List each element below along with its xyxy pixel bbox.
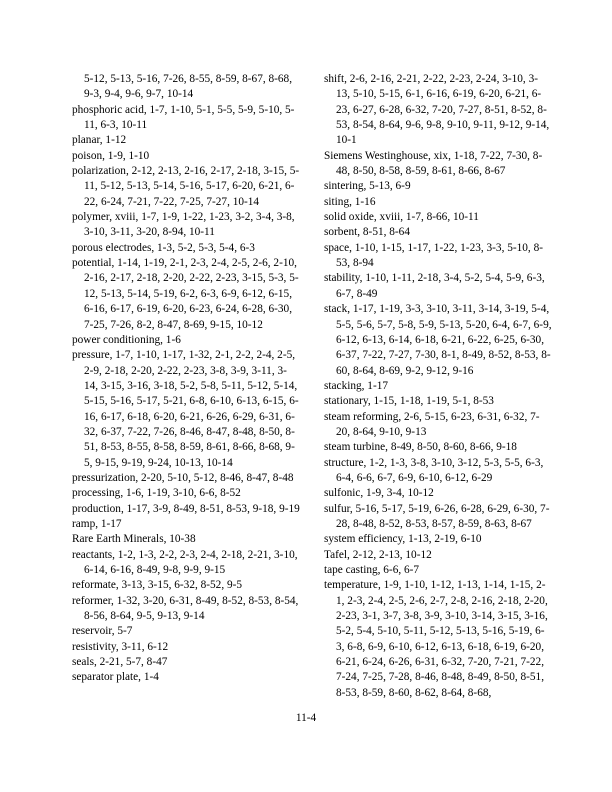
index-entry: temperature, 1-9, 1-10, 1-12, 1-13, 1-14, 1-15, 2-1, 2-3, 2-4, 2-5, 2-6, 2-7, 2-8, 2-16, 2-18, 2-20, 2-23, 3-1, 3-7, 3-8, 3-9, 3-10, 3-14, 3-15, 3-16, 5-2, 5-4, 5-10, 5-11, 5-12, 5-13, 5-16, 5-19, 6-3, 6-8, 6-9, 6-10, 6-12, 6-13, 6-18, 6-19, 6-20, 6-21, 6-24, 6-26, 6-31, 6-32, 7-20, 7-21, 7-22, 7-24, 7-25, 7-28, 8-46, 8-48, 8-49, 8-50, 8-51, 8-53, 8-59, 8-60, 8-62, 8-64, 8-68,: [324, 579, 548, 699]
index-entry: seals, 2-21, 5-7, 8-47: [72, 656, 168, 669]
index-entry: stationary, 1-15, 1-18, 1-19, 5-1, 8-53: [324, 395, 494, 408]
index-entry: 5-12, 5-13, 5-16, 7-26, 8-55, 8-59, 8-67, 8-68, 9-3, 9-4, 9-6, 9-7, 10-14: [84, 73, 293, 101]
index-entry: Rare Earth Minerals, 10-38: [72, 533, 196, 546]
index-entry: structure, 1-2, 1-3, 3-8, 3-10, 3-12, 5-3, 5-5, 6-3, 6-4, 6-6, 6-7, 6-9, 6-10, 6-12, 6-29: [324, 456, 544, 484]
index-entry: potential, 1-14, 1-19, 2-1, 2-3, 2-4, 2-5, 2-6, 2-10, 2-16, 2-17, 2-18, 2-20, 2-22, 2-23, 3-15, 5-3, 5-12, 5-13, 5-14, 5-19, 6-2, 6-3, 6-9, 6-12, 6-15, 6-16, 6-17, 6-19, 6-20, 6-23, 6-24, 6-28, 6-30, 7-25, 7-26, 8-2, 8-47, 8-69, 9-15, 10-12: [72, 257, 299, 331]
index-entry: polarization, 2-12, 2-13, 2-16, 2-17, 2-18, 3-15, 5-11, 5-12, 5-13, 5-14, 5-16, 5-17, 6-20, 6-21, 6-22, 6-24, 7-21, 7-22, 7-25, 7-27, 10-14: [72, 165, 300, 208]
index-entry: sintering, 5-13, 6-9: [324, 180, 411, 193]
index-entry: pressurization, 2-20, 5-10, 5-12, 8-46, 8-47, 8-48: [72, 471, 294, 484]
index-entry: separator plate, 1-4: [72, 671, 159, 684]
index-entry: space, 1-10, 1-15, 1-17, 1-22, 1-23, 3-3, 5-10, 8-53, 8-94: [324, 241, 543, 270]
index-entry: polymer, xviii, 1-7, 1-9, 1-22, 1-23, 3-2, 3-4, 3-8, 3-10, 3-11, 3-20, 8-94, 10-11: [72, 211, 295, 239]
index-entry: power conditioning, 1-6: [72, 333, 181, 346]
index-entry: system efficiency, 1-13, 2-19, 6-10: [324, 533, 482, 546]
index-entry: sulfonic, 1-9, 3-4, 10-12: [324, 487, 434, 500]
index-entry: production, 1-17, 3-9, 8-49, 8-51, 8-53, 9-18, 9-19: [72, 502, 300, 515]
index-entry: steam turbine, 8-49, 8-50, 8-60, 8-66, 9-18: [324, 441, 517, 454]
page-number: 11-4: [295, 712, 317, 724]
index-entry: reformate, 3-13, 3-15, 6-32, 8-52, 9-5: [72, 579, 243, 592]
index-entry: stack, 1-17, 1-19, 3-3, 3-10, 3-11, 3-14, 3-19, 5-4, 5-5, 5-6, 5-7, 5-8, 5-9, 5-13, 5-20, 6-4, 6-7, 6-9, 6-12, 6-13, 6-14, 6-18, 6-21, 6-22, 6-25, 6-30, 6-37, 7-22, 7-27, 7-30, 8-1, 8-49, 8-52, 8-53, 8-60, 8-64, 8-69, 9-2, 9-12, 9-16: [324, 303, 552, 377]
index-entry: tape casting, 6-6, 6-7: [324, 564, 420, 576]
index-entry: steam reforming, 2-6, 5-15, 6-23, 6-31, 6-32, 7-20, 8-64, 9-10, 9-13: [324, 410, 540, 438]
index-entry: sorbent, 8-51, 8-64: [324, 226, 410, 239]
index-entry: reformer, 1-32, 3-20, 6-31, 8-49, 8-52, 8-53, 8-54, 8-56, 8-64, 9-5, 9-13, 9-14: [72, 594, 299, 623]
index-entry: solid oxide, xviii, 1-7, 8-66, 10-11: [324, 211, 479, 224]
index-column-right: [324, 72, 552, 701]
index-entry: processing, 1-6, 1-19, 3-10, 6-6, 8-52: [72, 487, 241, 500]
index-entry: resistivity, 3-11, 6-12: [72, 640, 169, 653]
index-entry: porous electrodes, 1-3, 5-2, 5-3, 5-4, 6-3: [72, 241, 255, 254]
index-entry: reservoir, 5-7: [72, 625, 133, 638]
index-entry: reactants, 1-2, 1-3, 2-2, 2-3, 2-4, 2-18, 2-21, 3-10, 6-14, 6-16, 8-49, 9-8, 9-9, 9-15: [72, 548, 298, 576]
index-entry: shift, 2-6, 2-16, 2-21, 2-22, 2-23, 2-24, 3-10, 3-13, 5-10, 5-15, 6-1, 6-16, 6-19, 6-20, 6-21, 6-23, 6-27, 6-28, 6-32, 7-20, 7-27, 8-51, 8-52, 8-53, 8-54, 8-64, 9-6, 9-8, 9-10, 9-11, 9-12, 9-14, 10-1: [324, 73, 550, 147]
index-entry: poison, 1-9, 1-10: [72, 149, 150, 162]
index-entry: phosphoric acid, 1-7, 1-10, 5-1, 5-5, 5-9, 5-10, 5-11, 6-3, 10-11: [72, 103, 295, 132]
index-entry: Siemens Westinghouse, xix, 1-18, 7-22, 7-30, 8-48, 8-50, 8-58, 8-59, 8-61, 8-66, 8-67: [324, 149, 543, 178]
index-entry: stability, 1-10, 1-11, 2-18, 3-4, 5-2, 5-4, 5-9, 6-3, 6-7, 8-49: [324, 272, 545, 300]
index-entry: planar, 1-12: [72, 134, 127, 147]
index-entry: ramp, 1-17: [72, 517, 122, 530]
index-entry: stacking, 1-17: [324, 379, 389, 392]
index-entry: Tafel, 2-12, 2-13, 10-12: [324, 548, 432, 561]
index-column-left: [72, 72, 300, 686]
index-entry: sulfur, 5-16, 5-17, 5-19, 6-26, 6-28, 6-29, 6-30, 7-28, 8-48, 8-52, 8-53, 8-57, 8-59, 8-63, 8-67: [324, 502, 550, 530]
index-entry: siting, 1-16: [324, 195, 376, 208]
index-entry: pressure, 1-7, 1-10, 1-17, 1-32, 2-1, 2-2, 2-4, 2-5, 2-9, 2-18, 2-20, 2-22, 2-23, 3-8, 3-9, 3-11, 3-14, 3-15, 3-16, 3-18, 5-2, 5-8, 5-11, 5-12, 5-14, 5-15, 5-16, 5-17, 5-21, 6-8, 6-10, 6-13, 6-15, 6-16, 6-17, 6-18, 6-20, 6-21, 6-26, 6-29, 6-31, 6-32, 6-37, 7-22, 7-26, 8-46, 8-47, 8-48, 8-50, 8-51, 8-53, 8-55, 8-58, 8-59, 8-61, 8-66, 8-68, 9-5, 9-15, 9-19, 9-24, 10-13, 10-14: [72, 349, 299, 469]
